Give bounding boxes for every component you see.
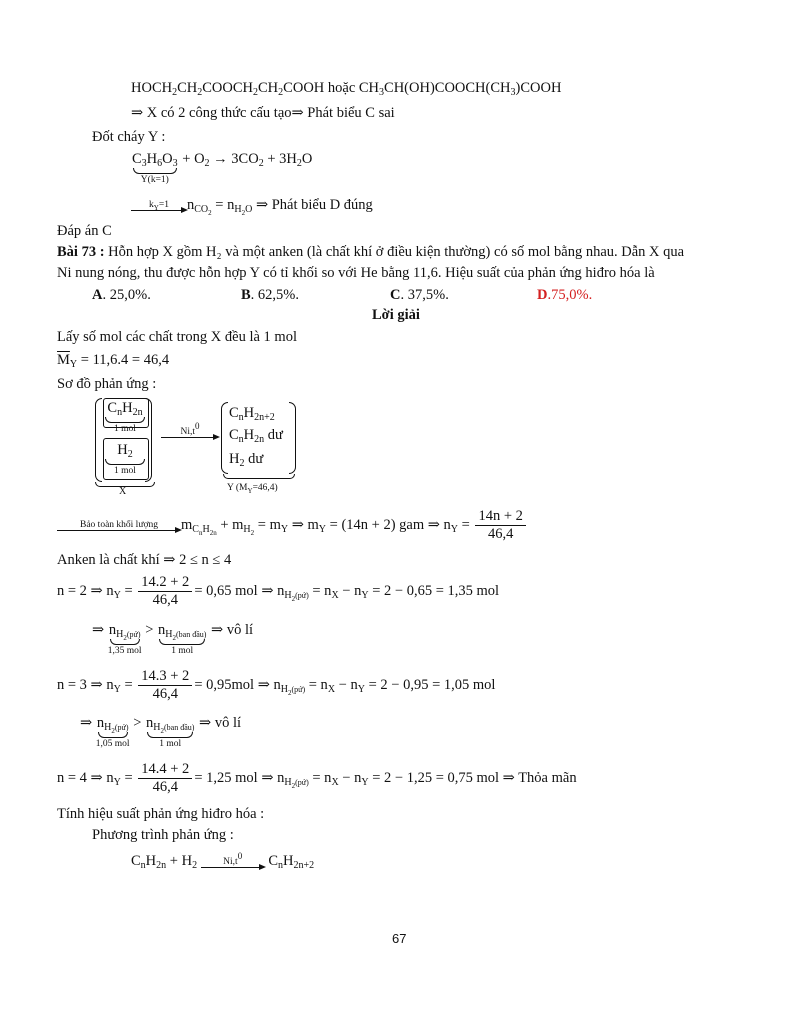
burn-y-heading: Đốt cháy Y : [92,129,166,145]
case-n4: n = 4 ⇒ $n_Y$ = $\frac{14.4 + 2}{46,4}$ = 1,25 mol ⇒ $n_{H_2(pứ)} = n_X - n_Y = 2 - 1,25 = 0,75$ mol ⇒ Thỏa mãn [57,761,577,795]
option-b: B. 62,5%. [241,287,300,303]
option-d: D.75,0%. [537,287,593,303]
scheme-heading: Sơ đồ phản ứng : [57,376,157,392]
case-n2-compare: ⇒ $n_{H_2(pứ)}$ 1,35 mol > $n_{H_2(ban đầu)}$ 1 mol ⇒ vô lí [92,622,254,656]
equation-heading: Phương trình phản ứng : [92,827,234,843]
assume-mol: Lấy số mol các chất trong X đều là 1 mol [57,329,297,345]
problem-73-line-1: Bài 73 : Hỗn hợp X gồm H₂ và một anken (là chất khí ở điều kiện thường) có số mol bằng nhau. Dẫn X qua [57,244,685,260]
option-a: A. 25,0%. [92,287,151,303]
avg-molar-mass: $\overline{M}_Y = 11,6.4 = 46,4$ [57,352,170,370]
answer-c: Đáp án C [57,223,112,239]
solution-heading: Lời giải [372,307,420,323]
mass-conservation-line: Bảo toàn khối lượng $m_{C_nH_{2n}} + m_{H_2} = m_Y$ ⇒ $m_Y = (14n + 2)$ gam ⇒ $n_Y$ = $\frac{14n + 2}{46,4}$ [57,508,528,543]
case-n2: n = 2 ⇒ $n_Y$ = $\frac{14.2 + 2}{46,4}$ = 0,65 mol ⇒ $n_{H_2(pứ)} = n_X - n_Y = 2 - 0,65 = 1,35$ mol [57,574,500,608]
case-n3-compare: ⇒ $n_{H_2(pứ)}$ 1,05 mol > $n_{H_2(ban đầu)}$ 1 mol ⇒ vô lí [80,715,242,749]
problem-73-line-2: Ni nung nóng, thu được hỗn hợp Y có tỉ khối so với He bằng 11,6. Hiệu suất của phản ứng hiđro hóa là [57,265,655,281]
hydrogenation-equation: $C_nH_{2n} + H_2$ $Ni,t^0$ $C_nH_{2n+2}$ [131,850,315,871]
co2-h2o-equal-line: $k_Y=1$ $n_{CO_2} = n_{H_2O}$ ⇒ Phát biểu D đúng [131,196,373,214]
anken-range: Anken là chất khí ⇒ 2 ≤ n ≤ 4 [57,552,232,568]
formula-line-1: $HOCH_2CH_2COOCH_2CH_2COOH$ hoặc $CH_3CH(OH)COOCH(CH_3)COOH$ [131,80,562,98]
reaction-scheme: $C_nH_{2n}$ 1 mol $H_2$ 1 mol X $Ni,t^0$ $C_nH_{2n+2}$ $C_nH_{2n}$ dư $H_2$ dư Y $(M_Y=46,4)$ [93,398,313,502]
efficiency-heading: Tính hiệu suất phản ứng hiđro hóa : [57,806,265,822]
option-c: C. 37,5%. [390,287,449,303]
combustion-equation: $C_3H_6O_3$ Y(k=1) + $O_2 \to 3CO_2 + 3H_2O$ [132,151,313,185]
conclusion-c: ⇒ X có 2 công thức cấu tạo⇒ Phát biểu C sai [131,105,395,121]
page-number: 67 [392,931,407,946]
case-n3: n = 3 ⇒ $n_Y$ = $\frac{14.3 + 2}{46,4}$ = 0,95mol ⇒ $n_{H_2(pứ)} = n_X - n_Y = 2 - 0,95 = 1,05$ mol [57,668,496,702]
